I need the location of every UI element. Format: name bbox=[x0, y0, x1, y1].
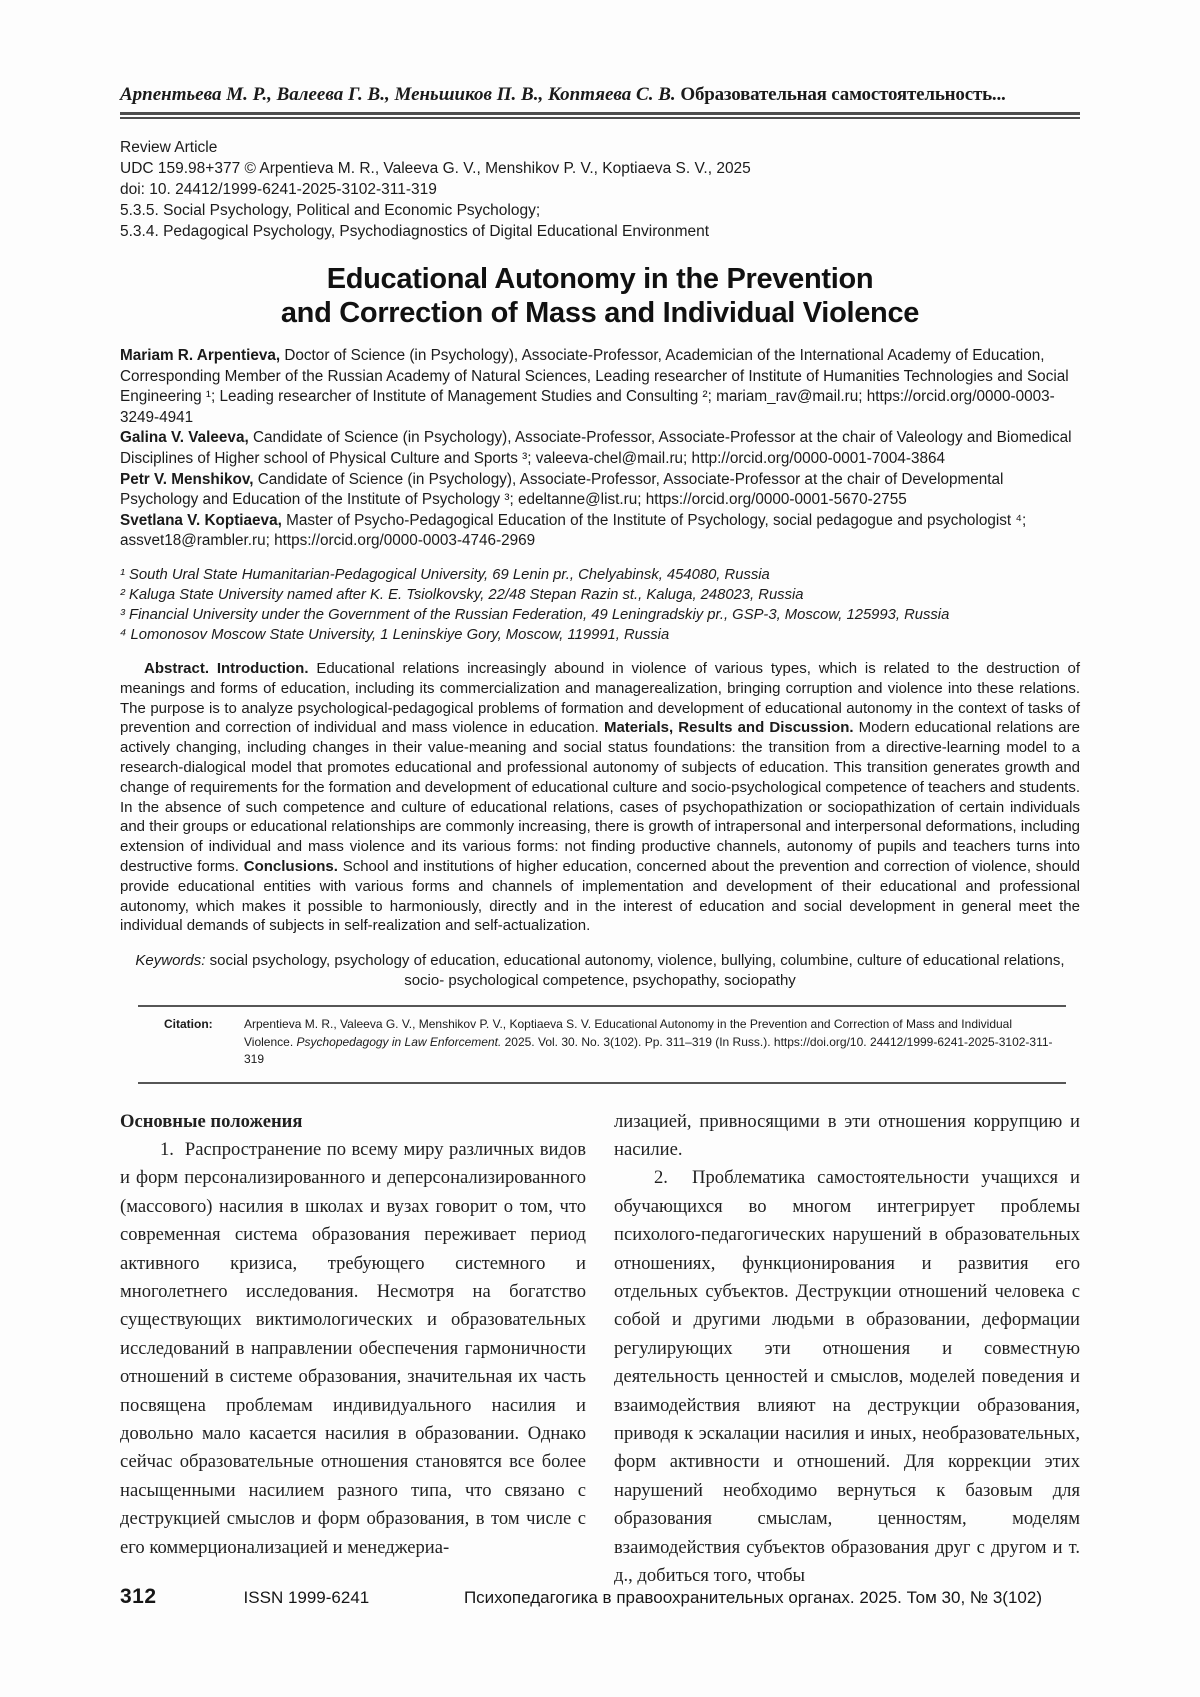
article-body bbox=[120, 1108, 1080, 1591]
page-number: 312 bbox=[120, 1585, 157, 1608]
author-name: Mariam R. Arpentieva, bbox=[120, 347, 281, 364]
abstract-text-materials: Modern educational relations are actively changing, including changes in their value-meaning and social status foundations: the transition from a directive-learning model to a research-dialogical model that promotes educational and professional autonomy of subjects of education. This transition generates growth and change of requirements for the formation and development of educational culture and socio-psychological competence of teachers and students. In the absence of such competence and culture of educational relations, cases of psychopathization or sociopathization of certain individuals and their groups or educational relationships are commonly increasing, there is growth of intrapersonal and interpersonal deformations, including extension of individual and mass violence and its various forms: not finding productive channels, autonomy of pupils and teachers turns into destructive forms. bbox=[120, 719, 1080, 875]
affiliations-block bbox=[120, 565, 1080, 645]
meta-line-udc: UDC 159.98+377 © Arpentieva M. R., Valeeva G. V., Menshikov P. V., Koptiaeva S. V., 2025 bbox=[120, 160, 751, 177]
abstract-text-conclusions: School and institutions of higher education, concerned about the prevention and correction of violence, should provide educational entities with various forms and channels of implementation and development of their educational and professional autonomy, which makes it possible to harmoniously, directly and in the interest of education and social development in general meet the individual demands of subjects in self-realization and self-actualization. bbox=[120, 857, 1080, 935]
affiliation: ¹ South Ural State Humanitarian-Pedagogical University, 69 Lenin pr., Chelyabinsk, 454080, Russia bbox=[120, 566, 770, 583]
meta-line-specialty-2: 5.3.4. Pedagogical Psychology, Psychodiagnostics of Digital Educational Environment bbox=[120, 223, 710, 240]
issn-label: ISSN 1999-6241 bbox=[243, 1588, 370, 1607]
body-paragraph-1-continuation: лизацией, привносящими в эти отношения коррупцию и насилие. bbox=[614, 1110, 1080, 1160]
abstract-text-intro: Educational relations increasingly abound in violence of various types, which is related to the destruction of meanings and forms of education, including its commercialization and managerealization, bringing corruption and violence into these relations. The purpose is to analyze psychological-pedagogical problems of formation and development of educational autonomy in the context of tasks of prevention and correction of individual and mass violence in education. bbox=[120, 659, 1080, 737]
meta-line-doi: doi: 10. 24412/1999-6241-2025-3102-311-319 bbox=[120, 181, 437, 198]
abstract-section-label-conclusions: Conclusions. bbox=[243, 857, 343, 875]
author-name: Galina V. Valeeva, bbox=[120, 429, 249, 447]
author-entry bbox=[120, 470, 1080, 511]
author-details: Master of Psycho-Pedagogical Education of the Institute of Psychology, social pedagogue and psychologist ⁴; assvet18@rambler.ru; https://orcid.org/0000-0003-4746-2969 bbox=[120, 511, 1027, 550]
authors-block bbox=[120, 346, 1080, 552]
keywords-text: social psychology, psychology of education, educational autonomy, violence, bullying, columbine, culture of educational relations, socio- psychological competence, psychopathy, sociopathy bbox=[209, 952, 1065, 990]
citation-block bbox=[138, 1005, 1066, 1084]
article-title: Educational Autonomy in the Prevention and Correction of Mass and Individual Violence bbox=[280, 263, 920, 329]
body-paragraph-2: 2. Проблематика самостоятельности учащихся и обучающихся во многом интегрирует проблемы психолого-педагогических нарушений в образовательных отношениях, функционирования и развития его отдельных субъектов. Деструкции отношений человека с собой и другими людьми в образовании, деформации регулирующих эти отношения и совместную деятельность ценностей и смыслов, моделей поведения и взаимодействия влияют на деструкции образования, приводя к эскалации насилия и иных, необразовательных, форм активности и отношений. Для коррекции этих нарушений необходимо вернуться к базовым для образования смыслам, ценностям, моделям взаимодействия субъектов образования друг с другом и т. д., добиться того, чтобы bbox=[614, 1167, 1080, 1587]
article-meta bbox=[120, 137, 1080, 242]
abstract-section-label-intro: Abstract. Introduction. bbox=[144, 659, 317, 677]
citation-text bbox=[244, 1016, 1066, 1069]
running-head-authors: Арпентьева М. Р., Валеева Г. В., Меньшиков П. В., Коптяева С. В. bbox=[120, 84, 681, 105]
page-footer bbox=[120, 1585, 1042, 1609]
right-column bbox=[614, 1108, 1080, 1591]
citation-text-part1: Arpentieva M. R., Valeeva G. V., Menshikov P. V., Koptiaeva S. V. Educational Autonomy in the Prevention and Correction of Mass and Individual Violence. bbox=[244, 1017, 1013, 1049]
author-entry bbox=[120, 346, 1080, 428]
citation-label: Citation: bbox=[164, 1017, 213, 1032]
author-details: Candidate of Science (in Psychology), Associate-Professor, Associate-Professor at the chair of Developmental Psychology and Education of the Institute of Psychology ³; edeltanne@list.ru; https://orcid.org/0000-0001-5670-2755 bbox=[120, 470, 1004, 509]
running-head-title: Образовательная самостоятельность... bbox=[680, 84, 1006, 105]
affiliation: ² Kaluga State University named after K. E. Tsiolkovsky, 22/48 Stepan Razin st., Kaluga, 248023, Russia bbox=[120, 586, 804, 603]
abstract bbox=[120, 659, 1080, 936]
page-content bbox=[120, 0, 1080, 1591]
body-paragraph-1: 1. Распространение по всему миру различных видов и форм персонализированного и деперсонализированного (массового) насилия в школах и вузах говорит о том, что современная система образования переживает период активного кризиса, требующего системного и многолетнего исследования. Несмотря на богатство существующих виктимологических и образовательных исследований в направлении обеспечения гармоничности отношений в системе образования, значительная их часть посвящена проблемам индивидуального насилия и довольно мало касается насилия в образовании. Однако сейчас образовательные отношения становятся все более насыщенными насилием разного типа, что связано с деструкцией смыслов и форм образования, в том числе с его коммерционализацией и менеджериа- bbox=[120, 1139, 586, 1558]
meta-line-specialty-1: 5.3.5. Social Psychology, Political and Economic Psychology; bbox=[120, 202, 541, 219]
journal-line: Психопедагогика в правоохранительных органах. 2025. Том 30, № 3(102) bbox=[463, 1588, 1042, 1607]
meta-line-article-type: Review Article bbox=[120, 139, 218, 156]
keywords-label: Keywords: bbox=[135, 952, 210, 970]
affiliation: ³ Financial University under the Government of the Russian Federation, 49 Leningradskiy pr., GSP-3, Moscow, 125993, Russia bbox=[120, 606, 950, 623]
abstract-section-label-materials: Materials, Results and Discussion. bbox=[603, 719, 859, 737]
author-entry bbox=[120, 428, 1080, 469]
citation-text-part2: 2025. Vol. 30. No. 3(102). Pp. 311–319 (In Russ.). https://doi.org/10. 24412/1999-6241-2025-3102-311-319 bbox=[244, 1034, 1053, 1067]
author-entry bbox=[120, 511, 1080, 552]
author-name: Svetlana V. Koptiaeva, bbox=[120, 511, 282, 529]
author-details: Doctor of Science (in Psychology), Associate-Professor, Academician of the International Academy of Education, Corresponding Member of the Russian Academy of Natural Sciences, Leading researcher of Institute of Humanities Technologies and Social Engineering ¹; Leading researcher of Institute of Management Studies and Consulting ²; mariam_rav@mail.ru; https://orcid.org/0000-0003-3249-4941 bbox=[120, 347, 1069, 426]
section-heading: Основные положения bbox=[120, 1110, 303, 1132]
keywords-block bbox=[120, 951, 1080, 991]
author-details: Candidate of Science (in Psychology), Associate-Professor, Associate-Professor at the chair of Valeology and Biomedical Disciplines of Higher school of Physical Culture and Sports ³; valeeva-chel@mail.ru; http://orcid.org/0000-0001-7004-3864 bbox=[120, 429, 1072, 467]
citation-journal-name: Psychopedagogy in Law Enforcement. bbox=[296, 1034, 502, 1049]
running-head bbox=[120, 0, 1080, 106]
affiliation: ⁴ Lomonosov Moscow State University, 1 Leninskiye Gory, Moscow, 119991, Russia bbox=[120, 626, 670, 643]
author-name: Petr V. Menshikov, bbox=[120, 470, 254, 488]
header-rule bbox=[120, 112, 1080, 119]
left-column bbox=[120, 1108, 586, 1591]
